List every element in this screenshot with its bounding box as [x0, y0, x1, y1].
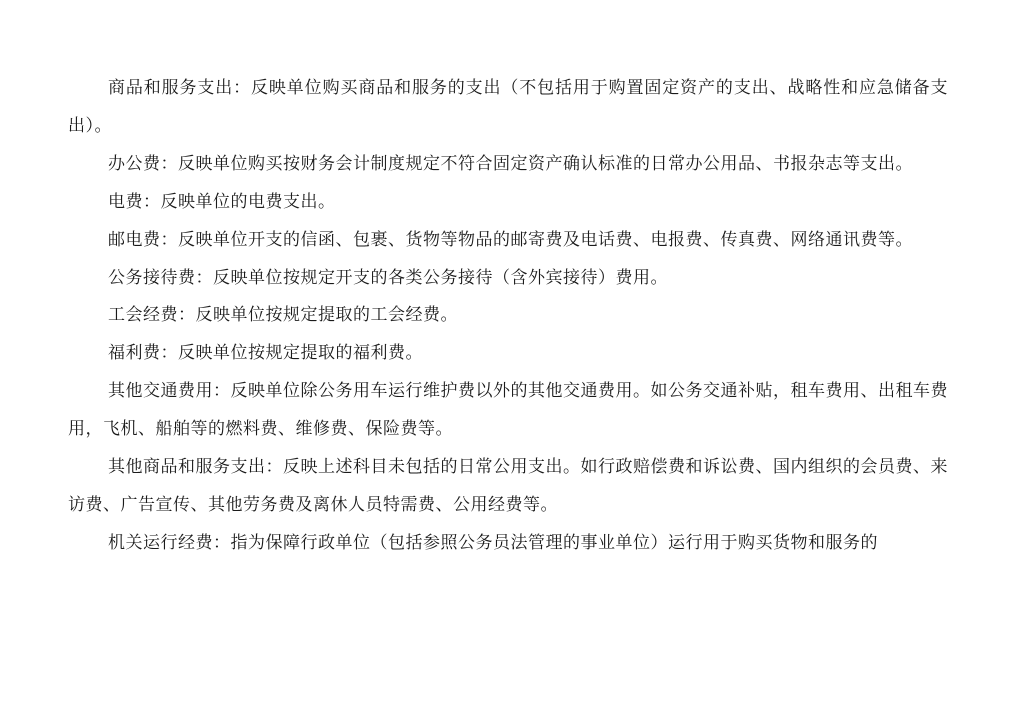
paragraph-other-transport: 其他交通费用：反映单位除公务用车运行维护费以外的其他交通费用。如公务交通补贴，租车费用、出租车费用，飞机、船舶等的燃料费、维修费、保险费等。 [68, 381, 948, 440]
paragraph-electricity: 电费：反映单位的电费支出。 [108, 191, 336, 212]
paragraph-postal-telecom: 邮电费：反映单位开支的信函、包裹、货物等物品的邮寄费及电话费、电报费、传真费、网络通讯费等。 [108, 229, 913, 250]
paragraph-office-expense: 办公费：反映单位购买按财务会计制度规定不符合固定资产确认标准的日常办公用品、书报杂志等支出。 [108, 153, 913, 174]
paragraph-goods-services: 商品和服务支出：反映单位购买商品和服务的支出（不包括用于购置固定资产的支出、战略性和应急储备支出）。 [68, 78, 948, 136]
paragraph-union-fund: 工会经费：反映单位按规定提取的工会经费。 [108, 305, 458, 326]
paragraph-agency-operating: 机关运行经费：指为保障行政单位（包括参照公务员法管理的事业单位）运行用于购买货物和服务的 [108, 532, 878, 553]
document-body [68, 70, 948, 563]
paragraph-official-reception: 公务接待费：反映单位按规定开支的各类公务接待（含外宾接待）费用。 [108, 267, 668, 288]
paragraph-other-goods-services: 其他商品和服务支出：反映上述科目未包括的日常公用支出。如行政赔偿费和诉讼费、国内组织的会员费、来访费、广告宣传、其他劳务费及离休人员特需费、公用经费等。 [68, 457, 948, 515]
paragraph-welfare: 福利费：反映单位按规定提取的福利费。 [108, 343, 423, 364]
